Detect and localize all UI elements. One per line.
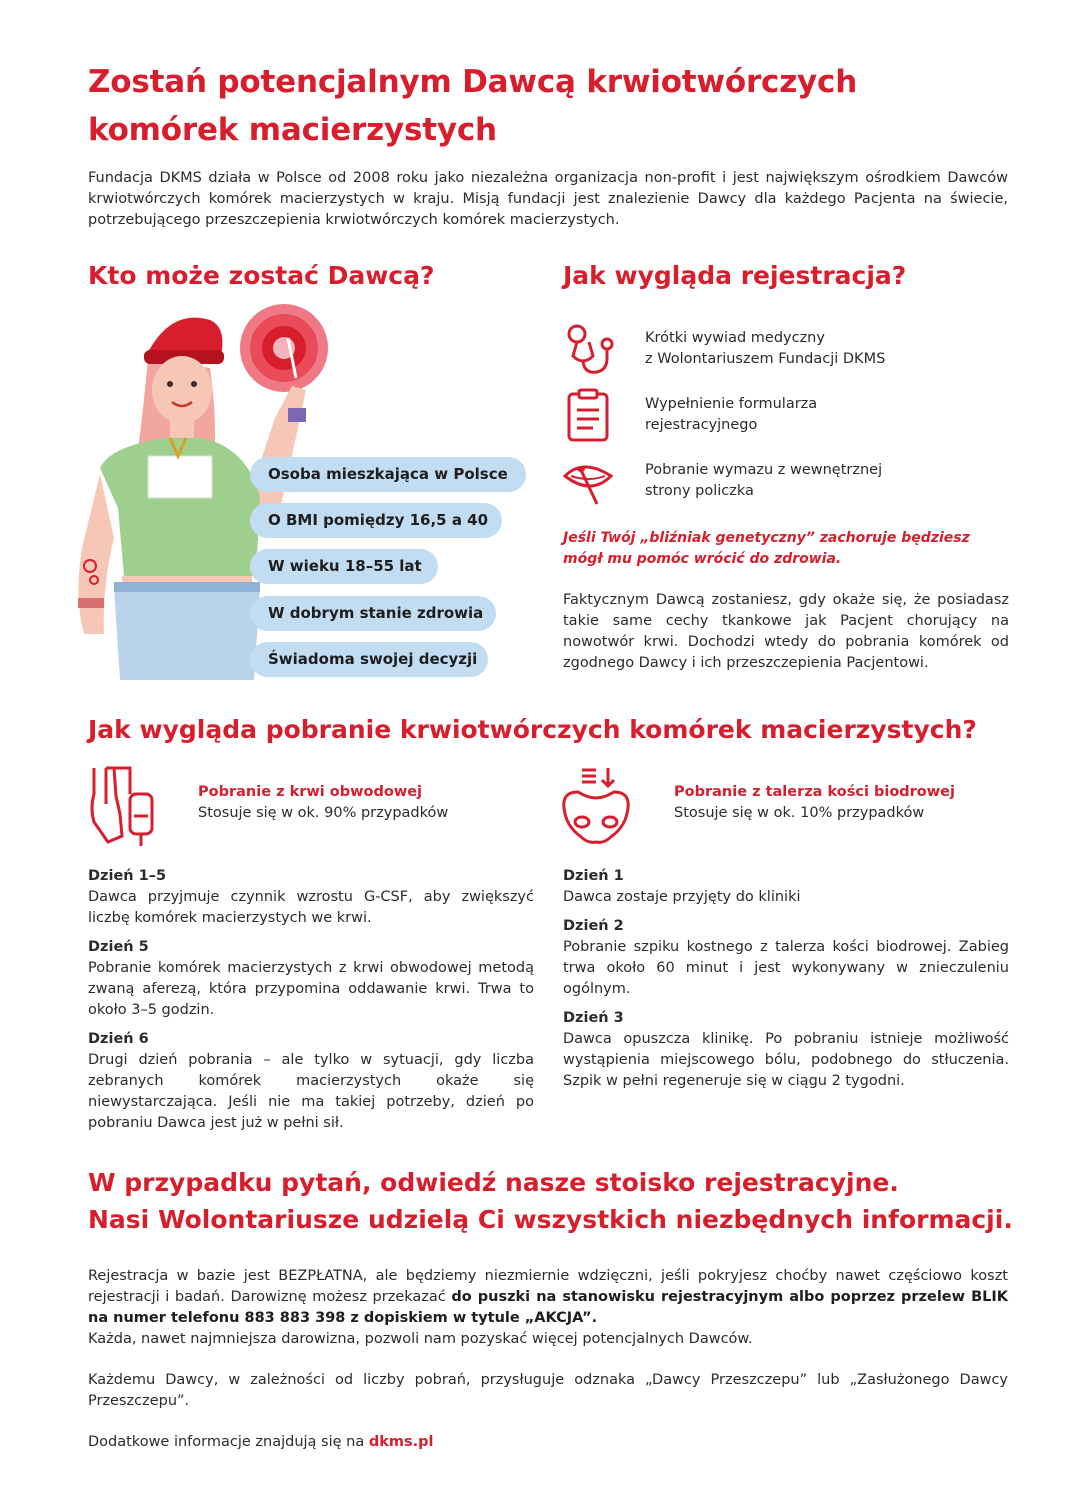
method-header [674, 782, 955, 824]
page-title-line2: komórek macierzystych [88, 112, 497, 148]
registration-step-line2: rejestracyjnego [645, 417, 758, 433]
page-title-line1: Zostań potencjalnym Dawcą krwiotwórczych [88, 64, 858, 100]
day-text: Pobranie szpiku kostnego z talerza kości biodrowej. Zabieg trwa około 60 minut i jest wykonywany w znieczuleniu ogólnym. [563, 939, 1009, 997]
page-title [88, 58, 988, 154]
peripheral-blood-days [88, 866, 534, 1134]
registration-step [563, 388, 1023, 448]
method-subtitle: Stosuje się w ok. 90% przypadków [198, 805, 449, 821]
more-info-text: Dodatkowe informacje znajdują się na [88, 1434, 369, 1450]
intro-paragraph: Fundacja DKMS działa w Polsce od 2008 roku jako niezależna organizacja non-profit i jest największym ośrodkiem Dawców krwiotwórczych komórek macierzystych w kraju. Misją fundacji jest znalezienie Dawcy dla każdego Pacjenta na świecie, potrzebującego przeszczepienia krwiotwórczych komórek macierzystych. [88, 170, 1008, 228]
questions-line2: Nasi Wolontariusze udzielą Ci wszystkich niezbędnych informacji. [88, 1205, 1013, 1234]
criterion-pill: W wieku 18–55 lat [250, 549, 438, 584]
day-label: Dzień 6 [88, 1031, 149, 1047]
registration-heading: Jak wygląda rejestracja? [563, 261, 907, 290]
day-label: Dzień 1 [563, 868, 624, 884]
day-text: Dawca zostaje przyjęty do kliniki [563, 889, 801, 905]
procedure-heading: Jak wygląda pobranie krwiotwórczych komórek macierzystych? [88, 715, 977, 744]
registration-step-line1: Pobranie wymazu z wewnętrznej [645, 462, 883, 478]
donation-text: Rejestracja w bazie jest BEZPŁATNA, ale będziemy niezmiernie wdzięczni, jeśli pokryjesz choćby nawet częściowo koszt rejestracji i badań. Darowiznę możesz przekazać [88, 1268, 1008, 1305]
criterion-pill: Osoba mieszkająca w Polsce [250, 457, 526, 492]
questions-heading [88, 1164, 1048, 1238]
dkms-link[interactable]: dkms.pl [368, 1434, 434, 1450]
registration-step [563, 322, 1023, 382]
donation-methods: do puszki na stanowisku rejestracyjnym albo poprzez przelew BLIK na numer telefonu 883 883 398 z dopiskiem w tytule „AKCJA”. [88, 1289, 1008, 1326]
method-title: Pobranie z talerza kości biodrowej [674, 784, 955, 800]
day-text: Pobranie komórek macierzystych z krwi obwodowej metodą zwaną aferezą, która przypomina oddawanie krwi. Trwa to około 3–5 godzin. [88, 960, 534, 1018]
more-info [88, 1432, 1008, 1453]
day-label: Dzień 3 [563, 1010, 624, 1026]
clipboard-icon [563, 388, 619, 444]
iv-drip-arm-icon [86, 764, 158, 848]
registration-step-line1: Krótki wywiad medyczny [645, 330, 825, 346]
day-label: Dzień 2 [563, 918, 624, 934]
criterion-pill: O BMI pomiędzy 16,5 a 40 [250, 503, 502, 538]
day-text: Dawca przyjmuje czynnik wzrostu G-CSF, aby zwiększyć liczbę komórek macierzystych we krwi. [88, 889, 534, 926]
registration-step-line2: strony policzka [645, 483, 754, 499]
day-label: Dzień 1–5 [88, 868, 167, 884]
method-header [198, 782, 448, 824]
badge-paragraph: Każdemu Dawcy, w zależności od liczby pobrań, przysługuje odznaka „Dawcy Przeszczepu” lub „Zasłużonego Dawcy Przeszczepu”. [88, 1372, 1008, 1409]
day-label: Dzień 5 [88, 939, 149, 955]
donation-impact: Każda, nawet najmniejsza darowizna, pozwoli nam pozyskać więcej potencjalnych Dawców. [88, 1331, 753, 1347]
actual-donor-paragraph: Faktycznym Dawcą zostaniesz, gdy okaże się, że posiadasz takie same cechy tkankowe jak Pacjent chorujący na nowotwór krwi. Dochodzi wtedy do pobrania komórek od zgodnego Dawcy i ich przeszczepienia Pacjentowi. [563, 592, 1009, 671]
donation-paragraph [88, 1266, 1008, 1329]
day-text: Drugi dzień pobrania – ale tylko w sytuacji, gdy liczba zebranych komórek macierzystych okaże się niewystarczająca. Jeśli nie ma takiej potrzeby, dzień po pobraniu Dawca jest już w pełni sił. [88, 1052, 534, 1131]
footer [88, 1266, 1008, 1453]
pelvis-bone-icon [560, 764, 632, 848]
method-subtitle: Stosuje się w ok. 10% przypadków [674, 805, 925, 821]
twin-note: Jeśli Twój „bliźniak genetyczny” zachoruje będziesz mógł mu pomóc wrócić do zdrowia. [563, 530, 970, 567]
who-heading: Kto może zostać Dawcą? [88, 261, 435, 290]
stethoscope-icon [563, 322, 619, 378]
criterion-pill: W dobrym stanie zdrowia [250, 596, 496, 631]
method-title: Pobranie z krwi obwodowej [198, 784, 423, 800]
mouth-swab-icon [563, 454, 619, 510]
day-text: Dawca opuszcza klinikę. Po pobraniu istnieje możliwość wystąpienia miejscowego bólu, podobnego do stłuczenia. Szpik w pełni regeneruje się w ciągu 2 tygodni. [563, 1031, 1009, 1089]
registration-step [563, 454, 1023, 514]
bone-marrow-days [563, 866, 1009, 1092]
registration-step-line2: z Wolontariuszem Fundacji DKMS [645, 351, 886, 367]
criterion-pill: Świadoma swojej decyzji [250, 642, 488, 677]
questions-line1: W przypadku pytań, odwiedź nasze stoisko rejestracyjne. [88, 1168, 899, 1197]
registration-step-line1: Wypełnienie formularza [645, 396, 818, 412]
